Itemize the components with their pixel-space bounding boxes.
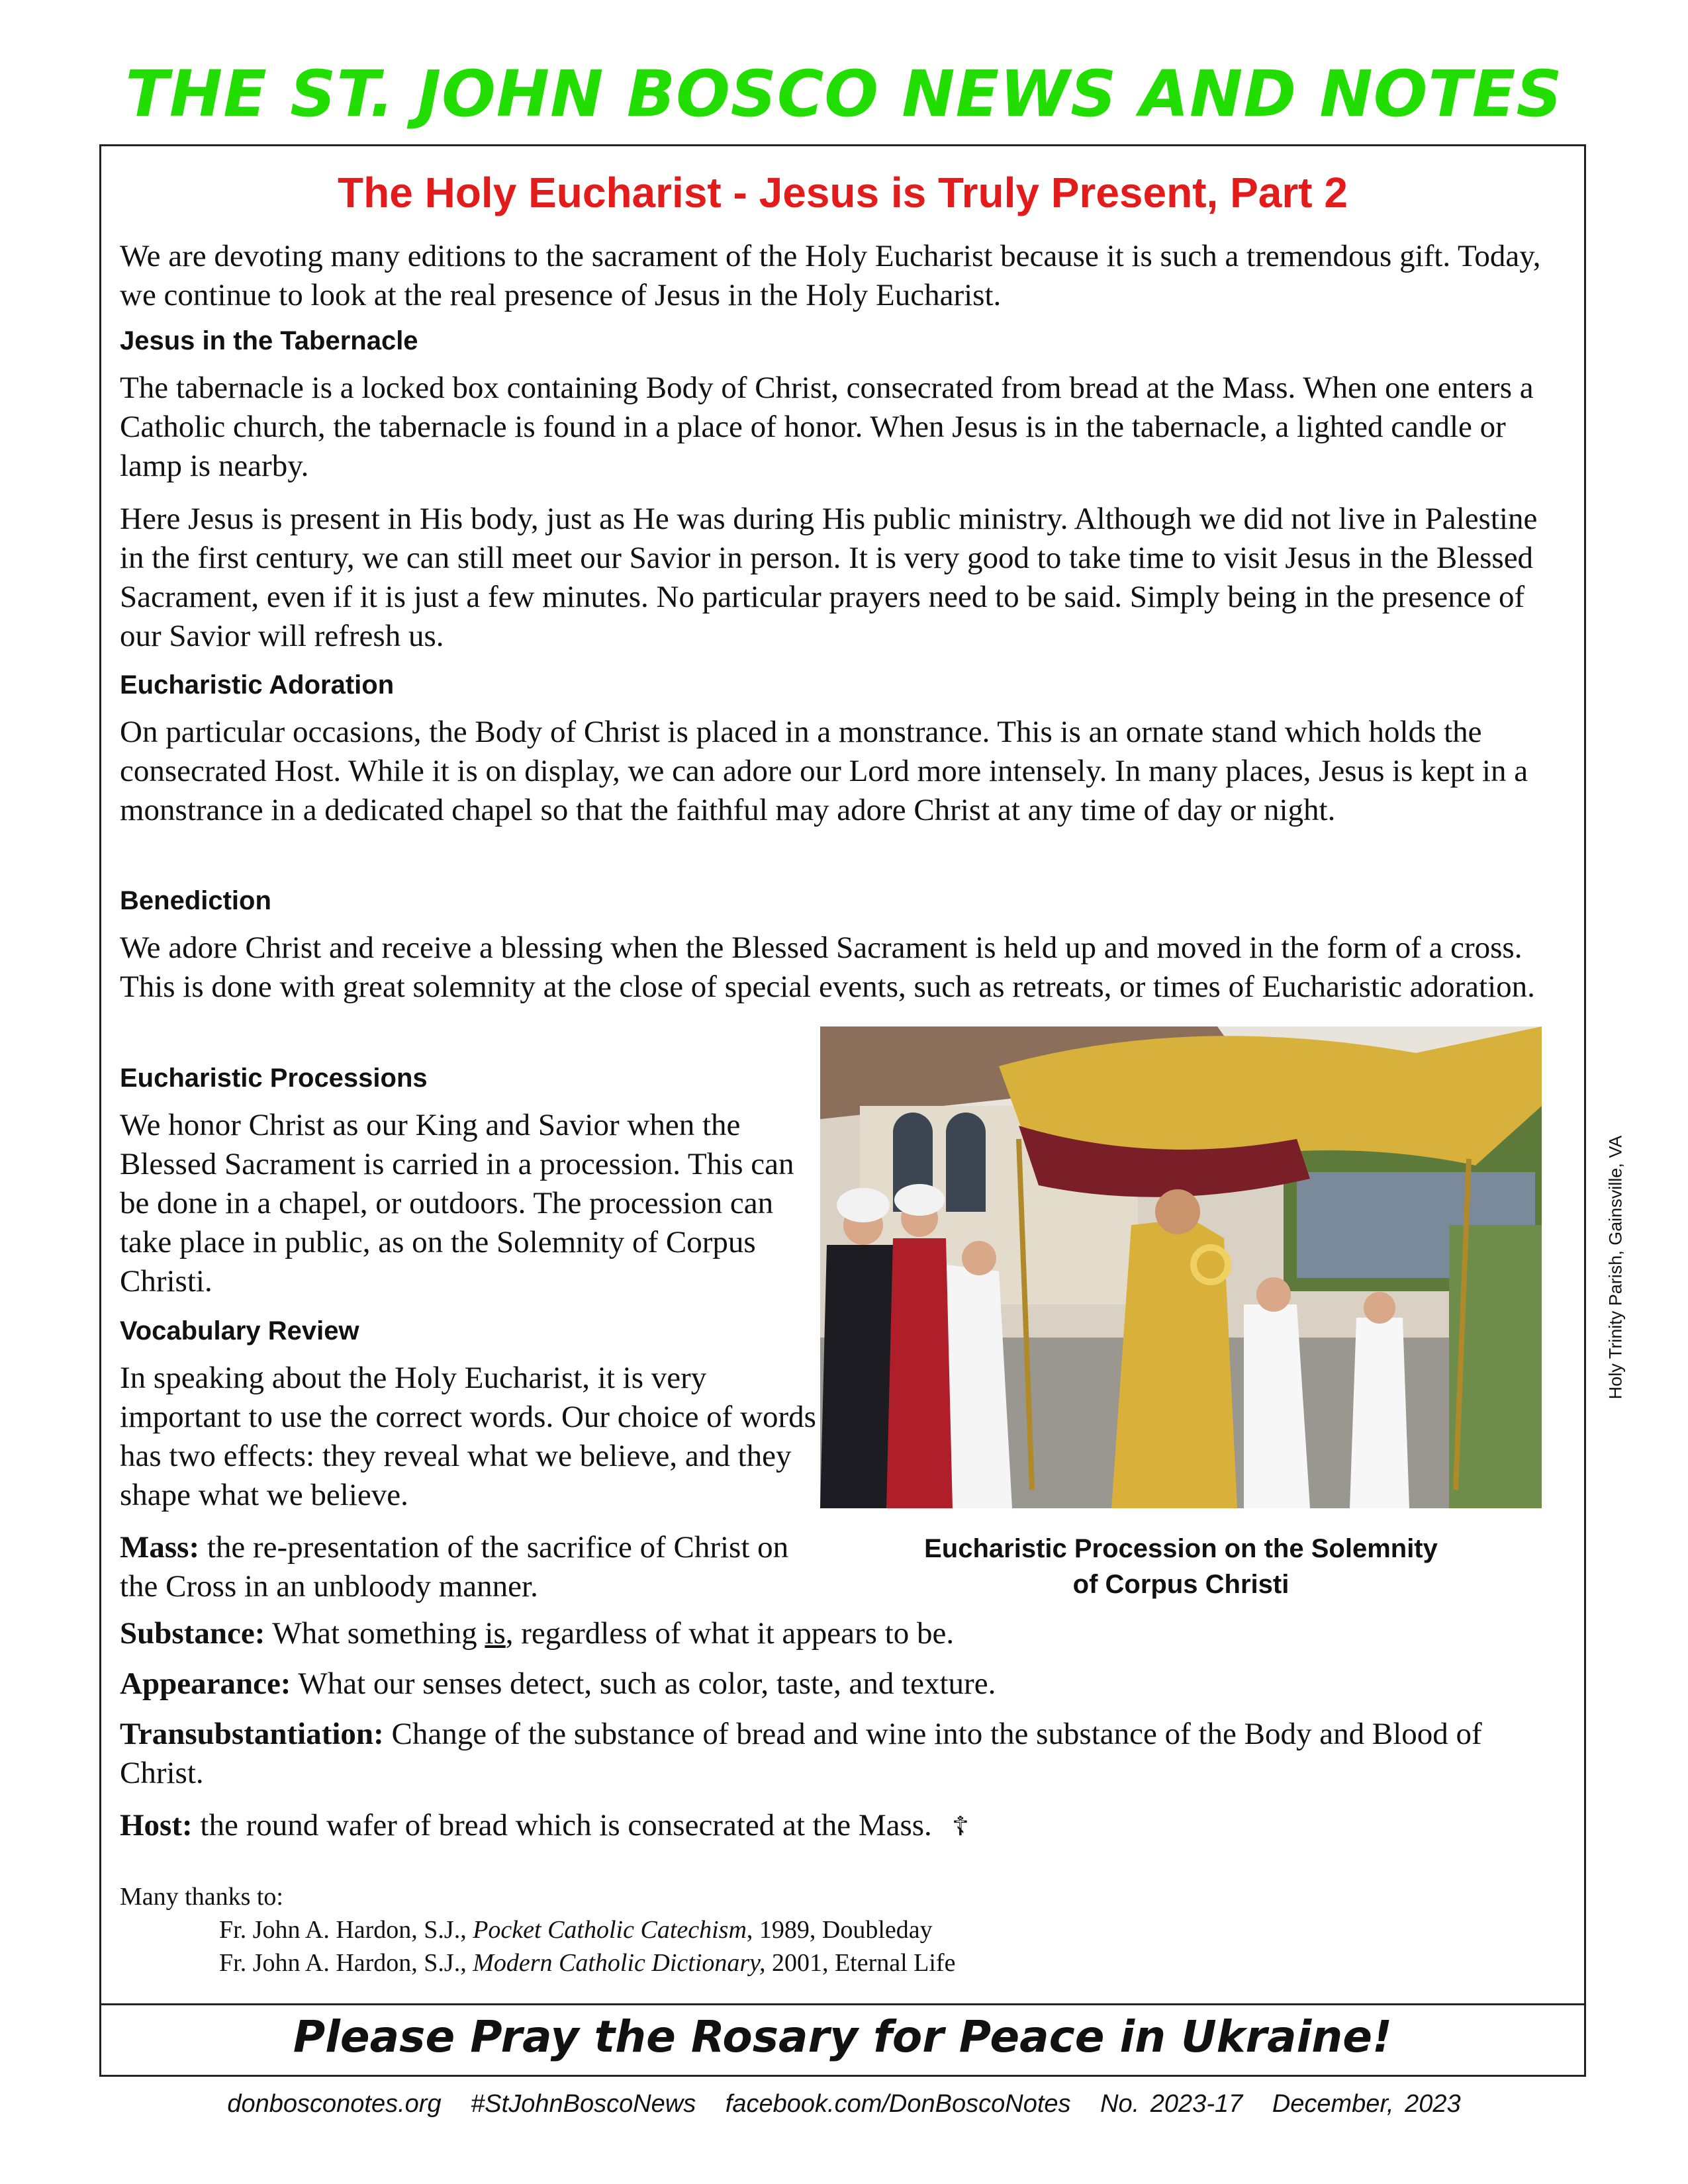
vocab-term-transubstantiation: Transubstantiation:	[120, 1717, 384, 1751]
vocab-appearance	[120, 1664, 1563, 1704]
paragraph-tabernacle-1: The tabernacle is a locked box containing Body of Christ, consecrated from bread at the Mass. When one enters a Catholic church, the tabernacle is found in a place of honor. When Jesus is in the tabernacle, a lighted candle or lamp is nearby.	[120, 371, 1534, 483]
paragraph-tabernacle-2: Here Jesus is present in His body, just as He was during His public ministry. Although we did not live in Palestine in the first century, we can still meet our Savior in person. It is very good to take time to visit Jesus in the Blessed Sacrament, even if it is just a few minutes. No particular prayers need to be said. Simply being in the presence of our Savior will refresh us.	[120, 502, 1538, 653]
footer-website-link[interactable]: donbosconotes.org	[227, 2090, 442, 2118]
vocab-def-host: the round wafer of bread which is consecrated at the Mass.	[200, 1808, 932, 1843]
paragraph-vocabulary: In speaking about the Holy Eucharist, it is very important to use the correct words. Our choice of words has two effects: they reveal what we believe, and they shape what we believe.	[120, 1361, 816, 1512]
paragraph-adoration: On particular occasions, the Body of Christ is placed in a monstrance. This is an ornate stand which holds the consecrated Host. While it is on display, we can adore our Lord more intensely. In many places, Jesus is kept in a monstrance in a dedicated chapel so that the faithful may adore Christ at any time of day or night.	[120, 715, 1528, 827]
vocab-mass	[120, 1528, 802, 1606]
reference-2-title: Modern Catholic Dictionary,	[473, 1949, 766, 1977]
vocab-transubstantiation	[120, 1715, 1563, 1793]
heading-benediction: Benediction	[120, 886, 271, 915]
vocab-def-appearance: What our senses detect, such as color, taste, and texture.	[298, 1666, 996, 1701]
vocab-substance	[120, 1614, 1563, 1653]
reference-2-author: Fr. John A. Hardon, S.J.,	[219, 1949, 473, 1977]
rosary-banner: Please Pray the Rosary for Peace in Ukraine!	[293, 2011, 1393, 2062]
footer-hashtag: #StJohnBoscoNews	[471, 2090, 696, 2118]
article-frame	[99, 144, 1626, 2077]
vocab-host	[120, 1806, 1563, 1846]
procession-photo	[820, 1026, 1542, 1508]
heading-tabernacle: Jesus in the Tabernacle	[120, 326, 418, 355]
photo-caption	[820, 1531, 1542, 1602]
reference-1	[120, 1913, 955, 1946]
vocab-def-substance-start: What something	[272, 1616, 485, 1651]
heading-adoration: Eucharistic Adoration	[120, 670, 395, 700]
reference-1-author: Fr. John A. Hardon, S.J.,	[219, 1916, 473, 1944]
cross-icon: ☦	[951, 1811, 969, 1841]
heading-processions: Eucharistic Processions	[120, 1064, 428, 1093]
photo-caption-line-1: Eucharistic Procession on the Solemnity	[924, 1534, 1438, 1563]
procession-photo-illustration	[820, 1026, 1542, 1508]
vocab-def-transubstantiation: Change of the substance of bread and wine into the substance of the Body and Blood of Christ.	[120, 1717, 1482, 1790]
intro-paragraph: We are devoting many editions to the sacrament of the Holy Eucharist because it is such a tremendous gift. Today, we continue to look at the real presence of Jesus in the Holy Eucharist.	[120, 239, 1541, 312]
banner-divider	[101, 2003, 1584, 2005]
reference-1-title: Pocket Catholic Catechism	[473, 1916, 747, 1944]
article-title: The Holy Eucharist - Jesus is Truly Present, Part 2	[338, 169, 1348, 216]
footer-facebook-link[interactable]: facebook.com/DonBoscoNotes	[725, 2090, 1071, 2118]
vocab-term-host: Host:	[120, 1808, 193, 1843]
vocab-def-substance-end: , regardless of what it appears to be.	[505, 1616, 955, 1651]
vocab-term-substance: Substance:	[120, 1616, 265, 1651]
heading-vocabulary: Vocabulary Review	[120, 1316, 359, 1345]
footer-date: December, 2023	[1272, 2090, 1461, 2118]
reference-1-publisher: , 1989, Doubleday	[746, 1916, 933, 1944]
paragraph-benediction: We adore Christ and receive a blessing when the Blessed Sacrament is held up and moved in the form of a cross. This is done with great solemnity at the close of special events, such as retreats, or times of Eucharistic adoration.	[120, 931, 1535, 1004]
footer-issue-number: No. 2023-17	[1100, 2090, 1243, 2118]
vocab-term-appearance: Appearance:	[120, 1666, 291, 1701]
vocab-def-mass: the re-presentation of the sacrifice of Christ on the Cross in an unbloody manner.	[120, 1530, 789, 1604]
reference-2-publisher: 2001, Eternal Life	[765, 1949, 956, 1977]
vocab-term-mass: Mass:	[120, 1530, 200, 1565]
reference-2	[120, 1946, 955, 1979]
paragraph-processions: We honor Christ as our King and Savior when the Blessed Sacrament is carried in a procession. This can be done in a chapel, or outdoors. The procession can take place in public, as on the Solemnity of Corpus Christi.	[120, 1108, 794, 1298]
page-footer	[0, 2090, 1688, 2118]
newsletter-masthead: THE ST. JOHN BOSCO NEWS AND NOTES	[125, 57, 1563, 131]
acknowledgements-label: Many thanks to:	[120, 1883, 283, 1911]
photo-caption-line-2: of Corpus Christi	[1072, 1570, 1289, 1599]
acknowledgements	[120, 1880, 955, 1979]
photo-credit: Holy Trinity Parish, Gainsville, VA	[1605, 1135, 1626, 1400]
vocab-def-substance-emphasis: is	[485, 1616, 506, 1651]
